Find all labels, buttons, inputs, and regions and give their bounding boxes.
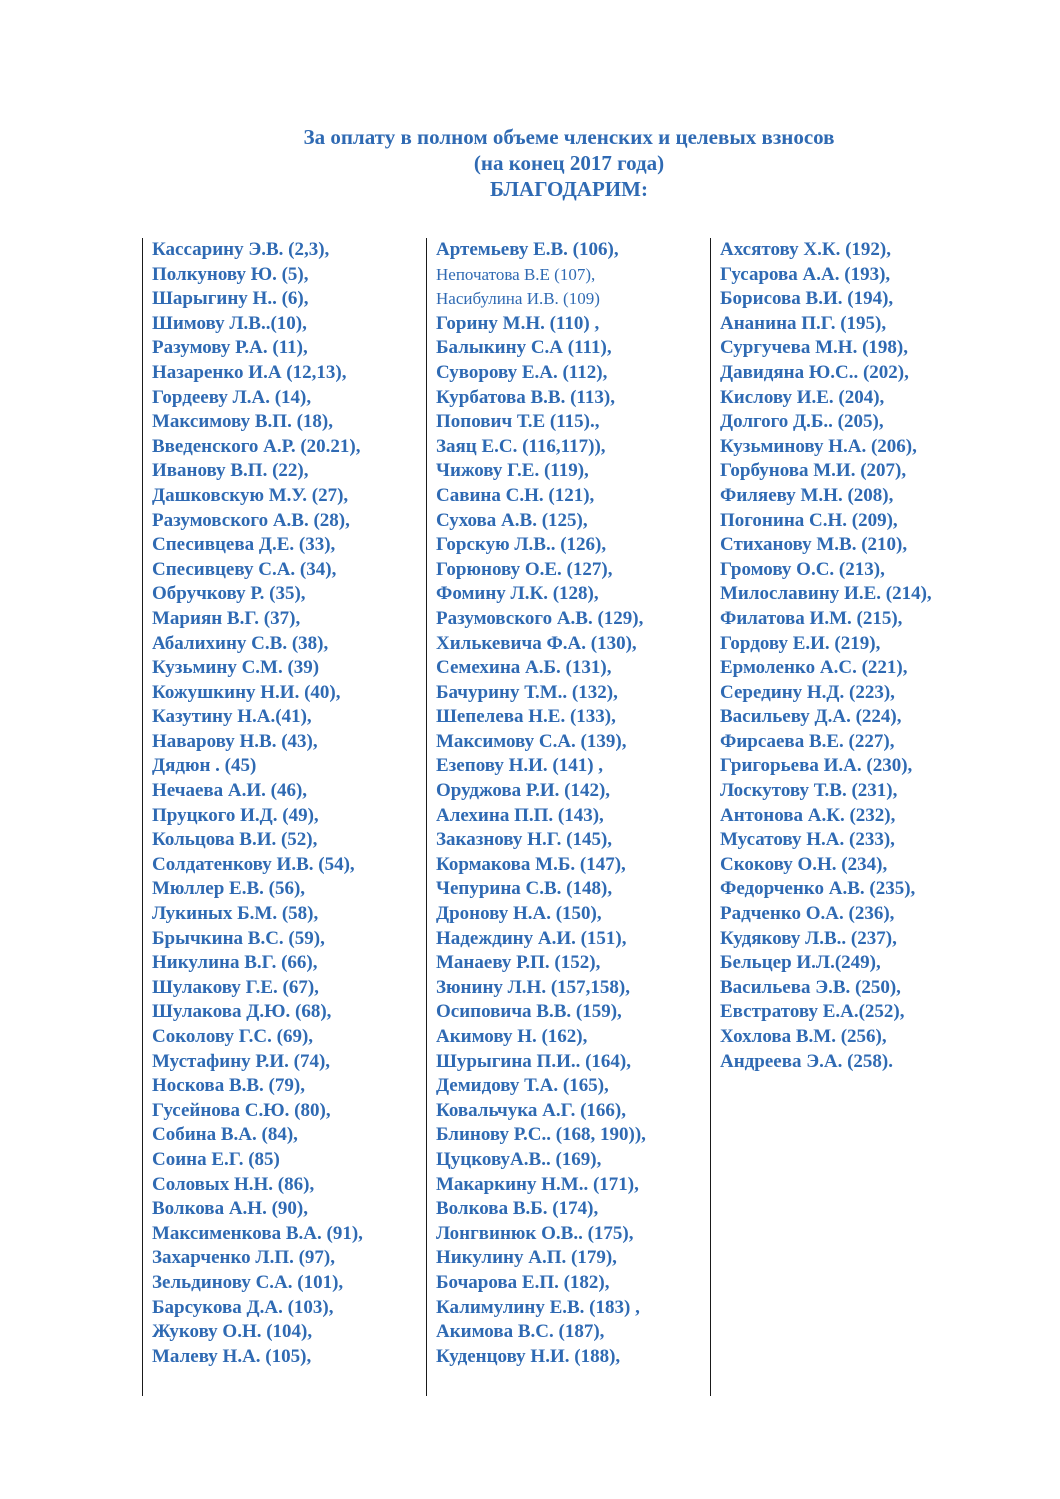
list-item: Никулина В.Г. (66), xyxy=(152,952,318,974)
list-item: Спесивцева Д.Е. (33), xyxy=(152,534,336,556)
list-item: Макаркину Н.М.. (171), xyxy=(436,1173,639,1195)
list-item: Савина С.Н. (121), xyxy=(436,484,595,506)
list-item: Демидову Т.А. (165), xyxy=(436,1075,609,1097)
list-item: Мустафину Р.И. (74), xyxy=(152,1050,331,1072)
list-item: Мариян В.Г. (37), xyxy=(152,607,301,629)
list-item: Чижову Г.Е. (119), xyxy=(436,460,589,482)
list-item: Ананина П.Г. (195), xyxy=(720,312,887,334)
list-item: Солдатенкову И.В. (54), xyxy=(152,853,355,875)
list-item: Лоскутову Т.В. (231), xyxy=(720,780,898,802)
names-column-3 xyxy=(710,238,990,1396)
list-item: Лукиных Б.М. (58), xyxy=(152,903,319,925)
list-item: Васильеву Д.А. (224), xyxy=(720,706,902,728)
list-item: Казутину Н.А.(41), xyxy=(152,706,312,728)
list-item: Стиханову М.В. (210), xyxy=(720,534,908,556)
list-item: Жукову О.Н. (104), xyxy=(152,1321,313,1343)
list-item: Хилькевича Ф.А. (130), xyxy=(436,632,637,654)
list-item: Надеждину А.И. (151), xyxy=(436,927,627,949)
list-item: Бачурину Т.М.. (132), xyxy=(436,681,618,703)
list-item: Собина В.А. (84), xyxy=(152,1124,298,1146)
list-item: ЦуцковуА.В.. (169), xyxy=(436,1148,602,1170)
list-item: Радченко О.А. (236), xyxy=(720,903,895,925)
list-item: Насибулина И.В. (109) xyxy=(436,289,600,309)
list-item: Кормакова М.Б. (147), xyxy=(436,853,626,875)
list-item: Акимова В.С. (187), xyxy=(436,1321,605,1343)
list-item: Нечаева А.И. (46), xyxy=(152,780,308,802)
names-column-1 xyxy=(142,238,422,1396)
list-item: Сухова А.В. (125), xyxy=(436,509,588,531)
list-item: Хохлова В.М. (256), xyxy=(720,1026,887,1047)
list-item: Дашковскую М.У. (27), xyxy=(152,484,349,506)
list-item: Ахсятову Х.К. (192), xyxy=(720,239,892,260)
list-item: Калимулину Е.В. (183) , xyxy=(436,1296,640,1318)
list-item: Федорченко А.В. (235), xyxy=(720,878,916,900)
names-list-1 xyxy=(152,238,422,1369)
list-item: Милославину И.Е. (214), xyxy=(720,583,932,605)
list-item: Мюллер Е.В. (56), xyxy=(152,878,306,900)
list-item: Обручкову Р. (35), xyxy=(152,583,306,605)
list-item: Середину Н.Д. (223), xyxy=(720,681,895,703)
list-item: Зюнину Л.Н. (157,158), xyxy=(436,976,630,998)
list-item: Погонина С.Н. (209), xyxy=(720,509,898,531)
list-item: Полкунову Ю. (5), xyxy=(152,263,309,285)
list-item: Филатова И.М. (215), xyxy=(720,607,903,629)
list-item: Брычкина В.С. (59), xyxy=(152,927,325,949)
list-item: Малеву Н.А. (105), xyxy=(152,1345,312,1367)
list-item: Введенского А.Р. (20.21), xyxy=(152,435,361,457)
list-item: Мусатову Н.А. (233), xyxy=(720,829,895,851)
list-item: Никулину А.П. (179), xyxy=(436,1247,617,1269)
list-item: Артемьеву Е.В. (106), xyxy=(436,239,619,260)
list-item: Шарыгину Н.. (6), xyxy=(152,288,309,310)
list-item: Попович Т.Е (115)., xyxy=(436,411,600,433)
list-item: Филяеву М.Н. (208), xyxy=(720,484,894,506)
list-item: Куденцову Н.И. (188), xyxy=(436,1345,621,1367)
list-item: Иванову В.П. (22), xyxy=(152,460,309,482)
list-item: Акимову Н. (162), xyxy=(436,1026,588,1047)
list-item: Пруцкого И.Д. (49), xyxy=(152,804,319,826)
list-item: Кассарину Э.В. (2,3), xyxy=(152,239,330,260)
list-item: Назаренко И.А (12,13), xyxy=(152,361,347,383)
list-item: Долгого Д.Б.. (205), xyxy=(720,411,884,433)
list-item: Гусарова А.А. (193), xyxy=(720,263,891,285)
header-thanks: БЛАГОДАРИМ: xyxy=(490,177,648,201)
list-item: Кольцова В.И. (52), xyxy=(152,829,318,851)
list-item: Соколову Г.С. (69), xyxy=(152,1026,314,1047)
names-list-3 xyxy=(720,238,990,1074)
list-item: Ермоленко А.С. (221), xyxy=(720,657,908,679)
list-item: Кудякову Л.В.. (237), xyxy=(720,927,897,949)
list-item: Осиповича В.В. (159), xyxy=(436,1001,622,1023)
list-item: Балыкину С.А (111), xyxy=(436,337,612,359)
list-item: Гусейнова С.Ю. (80), xyxy=(152,1099,331,1121)
list-item: Гордееву Л.А. (14), xyxy=(152,386,312,408)
list-item: Кузьминову Н.А. (206), xyxy=(720,435,917,457)
list-item: Горскую Л.В.. (126), xyxy=(436,534,607,556)
header-title: За оплату в полном объеме членских и целевых взносов xyxy=(303,125,835,149)
list-item: Горбунова М.И. (207), xyxy=(720,460,907,482)
list-item: Езепову Н.И. (141) , xyxy=(436,755,604,777)
list-item: Кислову И.Е. (204), xyxy=(720,386,885,408)
list-item: Ковальчука А.Г. (166), xyxy=(436,1099,626,1121)
list-item: Волкова В.Б. (174), xyxy=(436,1198,599,1220)
list-item: Шулакова Д.Ю. (68), xyxy=(152,1001,332,1023)
list-item: Соина Е.Г. (85) xyxy=(152,1148,280,1170)
names-column-2 xyxy=(426,238,706,1396)
list-item: Соловых Н.Н. (86), xyxy=(152,1173,315,1195)
list-item: Кожушкину Н.И. (40), xyxy=(152,681,341,703)
list-item: Дядюн . (45) xyxy=(152,755,257,777)
list-item: Семехина А.Б. (131), xyxy=(436,657,612,679)
list-item: Алехина П.П. (143), xyxy=(436,804,604,826)
list-item: Скокову О.Н. (234), xyxy=(720,853,888,875)
list-item: Зельдинову С.А. (101), xyxy=(152,1271,344,1293)
list-item: Андреева Э.А. (258). xyxy=(720,1050,893,1072)
list-item: Абалихину С.В. (38), xyxy=(152,632,329,654)
list-item: Волкова А.Н. (90), xyxy=(152,1198,308,1220)
list-item: Барсукова Д.А. (103), xyxy=(152,1296,334,1318)
list-item: Сургучева М.Н. (198), xyxy=(720,337,908,359)
list-item: Давидяна Ю.С.. (202), xyxy=(720,361,909,383)
list-item: Максимову С.А. (139), xyxy=(436,730,627,752)
list-item: Дронову Н.А. (150), xyxy=(436,903,602,925)
list-item: Бельцер И.Л.(249), xyxy=(720,952,881,974)
list-item: Блинову Р.С.. (168, 190)), xyxy=(436,1124,646,1146)
list-item: Бочарова Е.П. (182), xyxy=(436,1271,610,1293)
header-subtitle: (на конец 2017 года) xyxy=(473,151,665,175)
document-header xyxy=(0,124,1060,202)
list-item: Суворову Е.А. (112), xyxy=(436,361,608,383)
list-item: Захарченко Л.П. (97), xyxy=(152,1247,336,1269)
list-item: Максименкова В.А. (91), xyxy=(152,1222,363,1244)
list-item: Непочатова В.Е (107), xyxy=(436,264,596,284)
names-list-2 xyxy=(436,238,706,1369)
list-item: Наварову Н.В. (43), xyxy=(152,730,318,752)
list-item: Шулакову Г.Е. (67), xyxy=(152,976,319,998)
list-item: Кузьмину С.М. (39) xyxy=(152,657,320,679)
list-item: Евстратову Е.А.(252), xyxy=(720,1001,905,1023)
list-item: Спесивцеву С.А. (34), xyxy=(152,558,337,580)
list-item: Фомину Л.К. (128), xyxy=(436,583,599,605)
list-item: Чепурина С.В. (148), xyxy=(436,878,613,900)
list-item: Максимову В.П. (18), xyxy=(152,411,333,433)
list-item: Горюнову О.Е. (127), xyxy=(436,558,613,580)
list-item: Разумову Р.А. (11), xyxy=(152,337,308,359)
list-item: Антонова А.К. (232), xyxy=(720,804,896,826)
list-item: Шурыгина П.И.. (164), xyxy=(436,1050,632,1072)
list-item: Заяц Е.С. (116,117)), xyxy=(436,435,606,457)
list-item: Григорьева И.А. (230), xyxy=(720,755,913,777)
list-item: Фирсаева В.Е. (227), xyxy=(720,730,895,752)
list-item: Горину М.Н. (110) , xyxy=(436,312,600,334)
list-item: Шепелева Н.Е. (133), xyxy=(436,706,616,728)
list-item: Лонгвинюк О.В.. (175), xyxy=(436,1222,634,1244)
list-item: Оруджова Р.И. (142), xyxy=(436,780,611,802)
list-item: Разумовского А.В. (129), xyxy=(436,607,644,629)
list-item: Громову О.С. (213), xyxy=(720,558,885,580)
list-item: Носкова В.В. (79), xyxy=(152,1075,305,1097)
list-item: Шимову Л.В..(10), xyxy=(152,312,307,334)
list-item: Курбатова В.В. (113), xyxy=(436,386,615,408)
list-item: Борисова В.И. (194), xyxy=(720,288,894,310)
list-item: Васильева Э.В. (250), xyxy=(720,976,901,998)
list-item: Манаеву Р.П. (152), xyxy=(436,952,601,974)
list-item: Разумовского А.В. (28), xyxy=(152,509,350,531)
list-item: Гордову Е.И. (219), xyxy=(720,632,881,654)
list-item: Заказнову Н.Г. (145), xyxy=(436,829,613,851)
